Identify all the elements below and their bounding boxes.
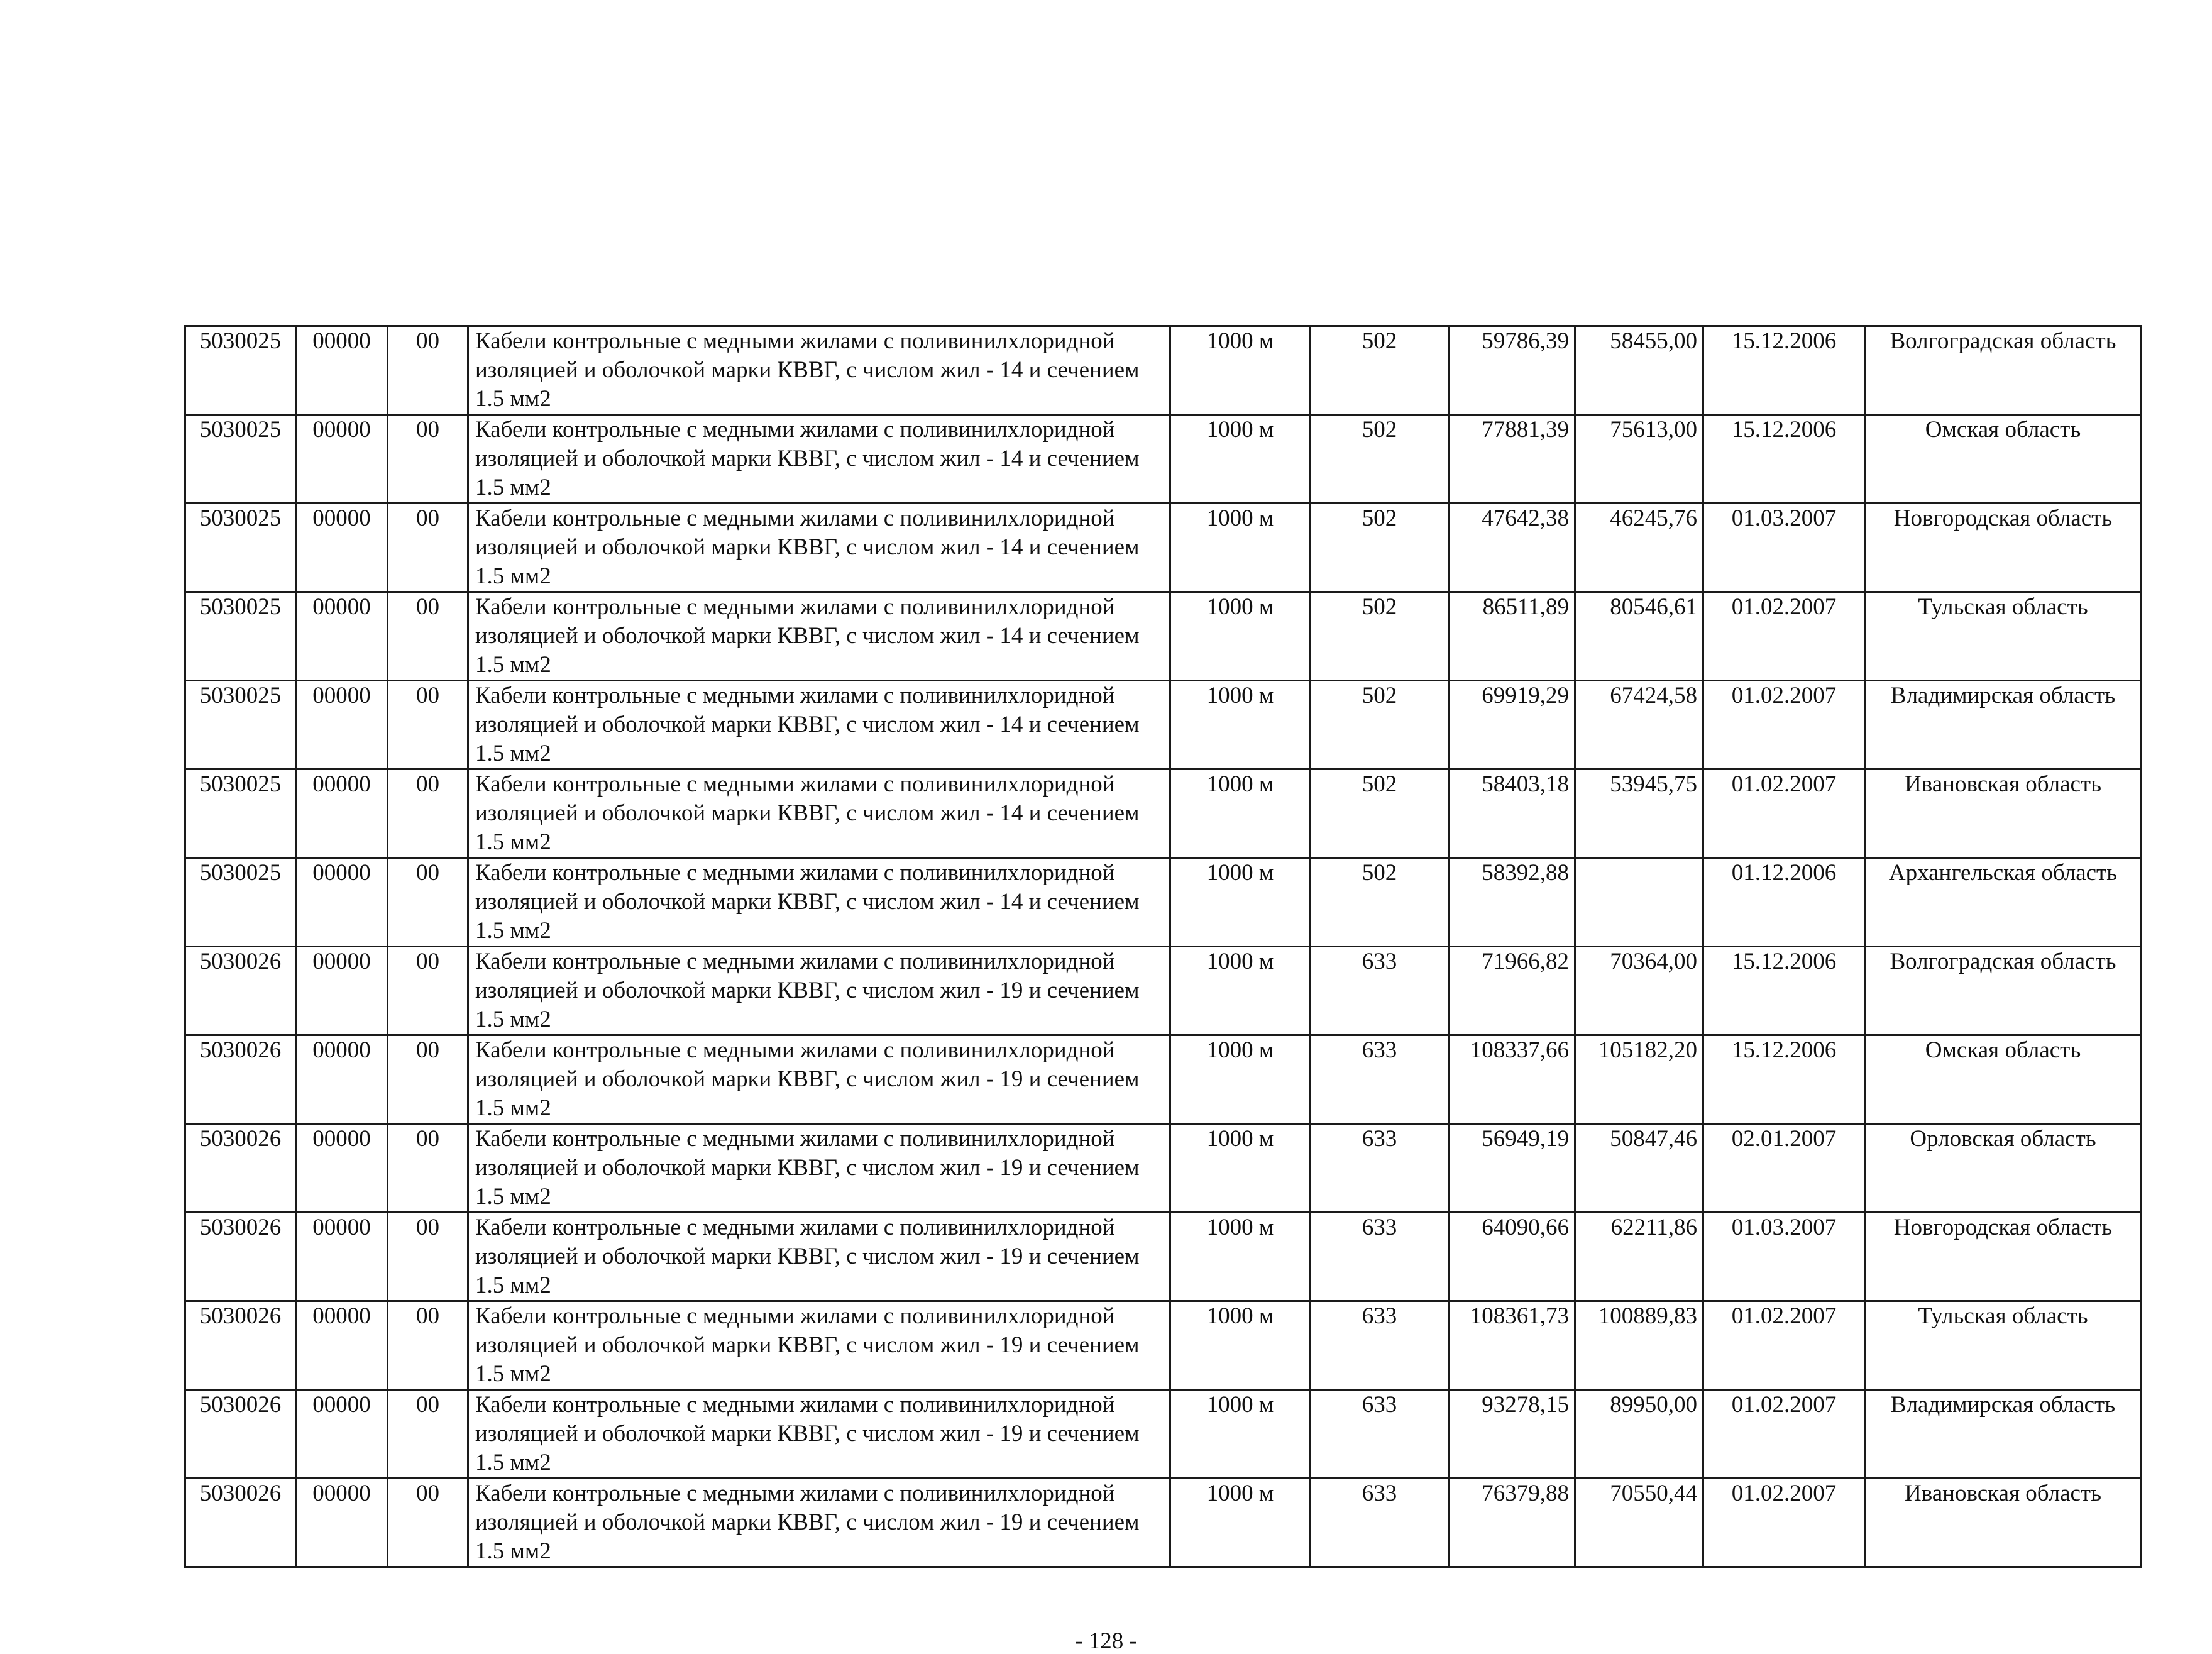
cell-unit-text: 1000 м <box>1206 1303 1274 1329</box>
cell-date-text: 15.12.2006 <box>1731 417 1837 443</box>
cell-unit-code <box>1311 1213 1449 1301</box>
cell-date-text: 01.02.2007 <box>1731 683 1837 708</box>
cell-unit-code <box>1311 1479 1449 1567</box>
cell-region <box>1865 1301 2142 1390</box>
table-row <box>185 1213 2142 1301</box>
cell-region <box>1865 1035 2142 1124</box>
price-table <box>184 325 2142 1568</box>
cell-date-text: 15.12.2006 <box>1731 949 1837 974</box>
cell-description <box>468 947 1170 1035</box>
table-row <box>185 769 2142 858</box>
cell-price-without-vat-text: 89950,00 <box>1610 1392 1697 1418</box>
cell-description-text: Кабели контрольные с медными жилами с поливинилхлоридной изоляцией и оболочкой марки КВВГ, с числом жил - 19 и сечением 1.5 мм2 <box>475 1392 1140 1475</box>
cell-subcode-text: 00000 <box>312 505 371 531</box>
cell-unit-text: 1000 м <box>1206 1392 1274 1418</box>
cell-price-with-vat <box>1449 326 1575 415</box>
table-row <box>185 1035 2142 1124</box>
cell-code-text: 5030026 <box>199 1037 282 1063</box>
cell-unit-code-text: 502 <box>1362 860 1397 886</box>
cell-subcode <box>296 769 388 858</box>
cell-region <box>1865 504 2142 592</box>
cell-price-with-vat <box>1449 415 1575 504</box>
cell-description <box>468 326 1170 415</box>
cell-region <box>1865 1479 2142 1567</box>
cell-date-text: 15.12.2006 <box>1731 1037 1837 1063</box>
cell-region-text: Новгородская область <box>1893 505 2113 531</box>
table-row <box>185 1390 2142 1479</box>
cell-unit-code-text: 502 <box>1362 594 1397 620</box>
cell-price-without-vat <box>1575 592 1703 681</box>
cell-price-with-vat <box>1449 681 1575 769</box>
cell-unit <box>1170 1035 1311 1124</box>
cell-price-without-vat-text: 75613,00 <box>1610 417 1697 443</box>
cell-price-without-vat-text: 58455,00 <box>1610 328 1697 354</box>
cell-unit-code <box>1311 1390 1449 1479</box>
cell-description <box>468 1301 1170 1390</box>
cell-region-text: Омская область <box>1925 417 2081 443</box>
cell-number <box>388 1390 468 1479</box>
cell-number <box>388 1479 468 1567</box>
table-body <box>185 326 2142 1567</box>
cell-date <box>1703 1035 1865 1124</box>
cell-number-text: 00 <box>416 949 439 974</box>
cell-date <box>1703 681 1865 769</box>
cell-region-text: Волгоградская область <box>1890 949 2116 974</box>
cell-unit <box>1170 858 1311 947</box>
table-row <box>185 504 2142 592</box>
cell-unit-text: 1000 м <box>1206 1126 1274 1152</box>
cell-description <box>468 1213 1170 1301</box>
cell-price-without-vat <box>1575 1213 1703 1301</box>
cell-price-with-vat <box>1449 1301 1575 1390</box>
cell-price-with-vat-text: 56949,19 <box>1482 1126 1569 1152</box>
cell-price-without-vat <box>1575 326 1703 415</box>
cell-code <box>185 504 296 592</box>
cell-price-with-vat-text: 76379,88 <box>1482 1480 1569 1506</box>
cell-price-without-vat <box>1575 681 1703 769</box>
cell-code-text: 5030026 <box>199 1126 282 1152</box>
cell-description-text: Кабели контрольные с медными жилами с поливинилхлоридной изоляцией и оболочкой марки КВВГ, с числом жил - 19 и сечением 1.5 мм2 <box>475 949 1140 1032</box>
cell-unit <box>1170 1479 1311 1567</box>
cell-region-text: Новгородская область <box>1893 1215 2113 1240</box>
cell-date-text: 01.03.2007 <box>1731 1215 1837 1240</box>
cell-unit-code <box>1311 415 1449 504</box>
cell-price-without-vat-text: 105182,20 <box>1598 1037 1697 1063</box>
cell-description-text: Кабели контрольные с медными жилами с поливинилхлоридной изоляцией и оболочкой марки КВВГ, с числом жил - 19 и сечением 1.5 мм2 <box>475 1480 1140 1564</box>
cell-unit <box>1170 504 1311 592</box>
cell-price-without-vat <box>1575 1124 1703 1213</box>
cell-region <box>1865 415 2142 504</box>
cell-unit-text: 1000 м <box>1206 505 1274 531</box>
cell-date <box>1703 1479 1865 1567</box>
cell-region <box>1865 1390 2142 1479</box>
cell-code <box>185 1479 296 1567</box>
cell-region <box>1865 1213 2142 1301</box>
cell-code <box>185 592 296 681</box>
cell-unit-code-text: 633 <box>1362 1480 1397 1506</box>
cell-region <box>1865 947 2142 1035</box>
cell-price-without-vat <box>1575 1301 1703 1390</box>
cell-code-text: 5030025 <box>199 771 282 797</box>
cell-number-text: 00 <box>416 1303 439 1329</box>
cell-code-text: 5030025 <box>199 683 282 708</box>
cell-price-without-vat-text: 100889,83 <box>1598 1303 1697 1329</box>
cell-number <box>388 1124 468 1213</box>
cell-number <box>388 681 468 769</box>
cell-description <box>468 415 1170 504</box>
cell-price-without-vat-text: 46245,76 <box>1610 505 1697 531</box>
cell-date-text: 01.02.2007 <box>1731 594 1837 620</box>
cell-description <box>468 1124 1170 1213</box>
cell-code-text: 5030025 <box>199 505 282 531</box>
cell-price-with-vat-text: 86511,89 <box>1482 594 1569 620</box>
page-number: - 128 - <box>1075 1628 1137 1654</box>
cell-number-text: 00 <box>416 594 439 620</box>
cell-code <box>185 1035 296 1124</box>
cell-subcode-text: 00000 <box>312 1037 371 1063</box>
cell-number <box>388 415 468 504</box>
cell-number-text: 00 <box>416 683 439 708</box>
cell-number-text: 00 <box>416 417 439 443</box>
cell-price-with-vat <box>1449 858 1575 947</box>
cell-region <box>1865 326 2142 415</box>
cell-number-text: 00 <box>416 771 439 797</box>
cell-region-text: Тульская область <box>1918 594 2088 620</box>
cell-subcode-text: 00000 <box>312 1480 371 1506</box>
cell-region <box>1865 681 2142 769</box>
cell-subcode <box>296 858 388 947</box>
cell-unit-code <box>1311 326 1449 415</box>
cell-date <box>1703 769 1865 858</box>
cell-unit <box>1170 1124 1311 1213</box>
cell-number-text: 00 <box>416 1126 439 1152</box>
cell-date <box>1703 947 1865 1035</box>
table-row <box>185 858 2142 947</box>
cell-unit-code <box>1311 947 1449 1035</box>
cell-unit-code-text: 502 <box>1362 683 1397 708</box>
cell-price-with-vat-text: 58403,18 <box>1482 771 1569 797</box>
cell-price-without-vat-text: 62211,86 <box>1610 1215 1697 1240</box>
cell-subcode <box>296 681 388 769</box>
cell-region-text: Орловская область <box>1910 1126 2096 1152</box>
cell-code-text: 5030026 <box>199 1303 282 1329</box>
cell-description-text: Кабели контрольные с медными жилами с поливинилхлоридной изоляцией и оболочкой марки КВВГ, с числом жил - 19 и сечением 1.5 мм2 <box>475 1037 1140 1121</box>
cell-unit-code <box>1311 858 1449 947</box>
cell-number <box>388 326 468 415</box>
cell-date-text: 02.01.2007 <box>1731 1126 1837 1152</box>
cell-number <box>388 1301 468 1390</box>
cell-unit-code <box>1311 769 1449 858</box>
cell-price-with-vat <box>1449 1035 1575 1124</box>
cell-price-with-vat <box>1449 1213 1575 1301</box>
cell-price-with-vat-text: 59786,39 <box>1482 328 1569 354</box>
cell-unit-code <box>1311 681 1449 769</box>
cell-unit-text: 1000 м <box>1206 594 1274 620</box>
cell-date-text: 01.02.2007 <box>1731 771 1837 797</box>
cell-unit-text: 1000 м <box>1206 949 1274 974</box>
cell-unit-text: 1000 м <box>1206 860 1274 886</box>
cell-region <box>1865 858 2142 947</box>
cell-price-without-vat <box>1575 415 1703 504</box>
cell-unit-code-text: 502 <box>1362 771 1397 797</box>
table-row <box>185 415 2142 504</box>
cell-unit <box>1170 415 1311 504</box>
cell-code-text: 5030025 <box>199 860 282 886</box>
cell-price-with-vat-text: 69919,29 <box>1482 683 1569 708</box>
cell-number-text: 00 <box>416 1037 439 1063</box>
cell-description <box>468 1390 1170 1479</box>
cell-price-without-vat-text: 70550,44 <box>1610 1480 1697 1506</box>
cell-code <box>185 858 296 947</box>
cell-unit-code <box>1311 1124 1449 1213</box>
cell-date <box>1703 415 1865 504</box>
cell-region <box>1865 769 2142 858</box>
cell-description-text: Кабели контрольные с медными жилами с поливинилхлоридной изоляцией и оболочкой марки КВВГ, с числом жил - 19 и сечением 1.5 мм2 <box>475 1303 1140 1387</box>
cell-price-without-vat <box>1575 769 1703 858</box>
table-row <box>185 1301 2142 1390</box>
cell-description-text: Кабели контрольные с медными жилами с поливинилхлоридной изоляцией и оболочкой марки КВВГ, с числом жил - 14 и сечением 1.5 мм2 <box>475 328 1140 412</box>
cell-code <box>185 681 296 769</box>
cell-date <box>1703 504 1865 592</box>
cell-number <box>388 592 468 681</box>
cell-code <box>185 947 296 1035</box>
cell-region <box>1865 1124 2142 1213</box>
table-row <box>185 947 2142 1035</box>
cell-date-text: 01.02.2007 <box>1731 1392 1837 1418</box>
cell-description-text: Кабели контрольные с медными жилами с поливинилхлоридной изоляцией и оболочкой марки КВВГ, с числом жил - 14 и сечением 1.5 мм2 <box>475 594 1140 678</box>
cell-price-with-vat <box>1449 592 1575 681</box>
cell-code-text: 5030025 <box>199 328 282 354</box>
cell-price-with-vat-text: 47642,38 <box>1482 505 1569 531</box>
cell-price-without-vat <box>1575 1390 1703 1479</box>
cell-price-without-vat-text: 67424,58 <box>1610 683 1697 708</box>
cell-subcode-text: 00000 <box>312 683 371 708</box>
cell-subcode <box>296 947 388 1035</box>
cell-price-without-vat-text: 50847,46 <box>1610 1126 1697 1152</box>
cell-date <box>1703 1124 1865 1213</box>
cell-price-without-vat <box>1575 504 1703 592</box>
cell-date <box>1703 326 1865 415</box>
cell-code-text: 5030025 <box>199 594 282 620</box>
cell-unit <box>1170 681 1311 769</box>
cell-price-without-vat-text: 70364,00 <box>1610 949 1697 974</box>
cell-code <box>185 1213 296 1301</box>
cell-code-text: 5030026 <box>199 1480 282 1506</box>
cell-number <box>388 769 468 858</box>
cell-description <box>468 592 1170 681</box>
cell-price-with-vat <box>1449 1479 1575 1567</box>
cell-region-text: Владимирская область <box>1890 1392 2116 1418</box>
cell-date-text: 01.03.2007 <box>1731 505 1837 531</box>
cell-subcode-text: 00000 <box>312 860 371 886</box>
cell-unit-text: 1000 м <box>1206 1037 1274 1063</box>
cell-description <box>468 681 1170 769</box>
cell-price-with-vat <box>1449 947 1575 1035</box>
cell-price-without-vat <box>1575 858 1703 947</box>
cell-subcode-text: 00000 <box>312 771 371 797</box>
cell-subcode <box>296 1479 388 1567</box>
cell-unit <box>1170 592 1311 681</box>
cell-date-text: 01.02.2007 <box>1731 1480 1837 1506</box>
cell-unit-code <box>1311 504 1449 592</box>
cell-region-text: Владимирская область <box>1890 683 2116 708</box>
cell-code <box>185 1390 296 1479</box>
cell-unit-text: 1000 м <box>1206 328 1274 354</box>
cell-subcode <box>296 1124 388 1213</box>
table-row <box>185 681 2142 769</box>
cell-code <box>185 415 296 504</box>
cell-description-text: Кабели контрольные с медными жилами с поливинилхлоридной изоляцией и оболочкой марки КВВГ, с числом жил - 14 и сечением 1.5 мм2 <box>475 771 1140 855</box>
cell-description <box>468 858 1170 947</box>
cell-subcode <box>296 1035 388 1124</box>
cell-description <box>468 504 1170 592</box>
cell-number-text: 00 <box>416 505 439 531</box>
cell-date <box>1703 1390 1865 1479</box>
table-row <box>185 1479 2142 1567</box>
cell-unit-code <box>1311 1301 1449 1390</box>
cell-unit-code-text: 502 <box>1362 328 1397 354</box>
cell-subcode <box>296 1213 388 1301</box>
cell-region-text: Волгоградская область <box>1890 328 2116 354</box>
cell-code-text: 5030025 <box>199 417 282 443</box>
cell-description <box>468 1479 1170 1567</box>
cell-number-text: 00 <box>416 860 439 886</box>
cell-description-text: Кабели контрольные с медными жилами с поливинилхлоридной изоляцией и оболочкой марки КВВГ, с числом жил - 14 и сечением 1.5 мм2 <box>475 417 1140 500</box>
cell-unit-code-text: 633 <box>1362 1392 1397 1418</box>
cell-subcode-text: 00000 <box>312 1126 371 1152</box>
cell-code-text: 5030026 <box>199 1392 282 1418</box>
cell-unit-text: 1000 м <box>1206 417 1274 443</box>
cell-number <box>388 1213 468 1301</box>
cell-code-text: 5030026 <box>199 1215 282 1240</box>
cell-subcode-text: 00000 <box>312 594 371 620</box>
cell-date <box>1703 1213 1865 1301</box>
cell-price-with-vat-text: 108361,73 <box>1470 1303 1569 1329</box>
cell-region-text: Ивановская область <box>1905 1480 2101 1506</box>
cell-region <box>1865 592 2142 681</box>
cell-description <box>468 769 1170 858</box>
cell-date <box>1703 858 1865 947</box>
cell-code <box>185 769 296 858</box>
cell-unit-code <box>1311 592 1449 681</box>
cell-number-text: 00 <box>416 328 439 354</box>
cell-subcode <box>296 1301 388 1390</box>
cell-region-text: Омская область <box>1925 1037 2081 1063</box>
cell-region-text: Ивановская область <box>1905 771 2101 797</box>
cell-number-text: 00 <box>416 1480 439 1506</box>
cell-description-text: Кабели контрольные с медными жилами с поливинилхлоридной изоляцией и оболочкой марки КВВГ, с числом жил - 19 и сечением 1.5 мм2 <box>475 1126 1140 1210</box>
cell-code <box>185 1124 296 1213</box>
cell-date <box>1703 592 1865 681</box>
cell-unit <box>1170 1390 1311 1479</box>
cell-price-with-vat-text: 108337,66 <box>1470 1037 1569 1063</box>
cell-price-without-vat <box>1575 1479 1703 1567</box>
cell-subcode <box>296 326 388 415</box>
cell-price-with-vat <box>1449 1390 1575 1479</box>
cell-region-text: Архангельская область <box>1888 860 2118 886</box>
cell-price-with-vat-text: 58392,88 <box>1482 860 1569 886</box>
cell-code-text: 5030026 <box>199 949 282 974</box>
cell-subcode <box>296 1390 388 1479</box>
cell-subcode-text: 00000 <box>312 1392 371 1418</box>
cell-unit <box>1170 769 1311 858</box>
cell-price-with-vat-text: 71966,82 <box>1482 949 1569 974</box>
cell-description-text: Кабели контрольные с медными жилами с поливинилхлоридной изоляцией и оболочкой марки КВВГ, с числом жил - 19 и сечением 1.5 мм2 <box>475 1215 1140 1298</box>
table-row <box>185 592 2142 681</box>
cell-unit-text: 1000 м <box>1206 1215 1274 1240</box>
cell-unit-code-text: 502 <box>1362 417 1397 443</box>
cell-date <box>1703 1301 1865 1390</box>
cell-price-with-vat <box>1449 769 1575 858</box>
cell-number-text: 00 <box>416 1215 439 1240</box>
cell-description <box>468 1035 1170 1124</box>
cell-unit-code-text: 633 <box>1362 949 1397 974</box>
cell-date-text: 15.12.2006 <box>1731 328 1837 354</box>
cell-price-with-vat <box>1449 1124 1575 1213</box>
cell-unit-code-text: 633 <box>1362 1126 1397 1152</box>
cell-date-text: 01.02.2007 <box>1731 1303 1837 1329</box>
cell-date-text: 01.12.2006 <box>1731 860 1837 886</box>
cell-unit-code <box>1311 1035 1449 1124</box>
table-row <box>185 1124 2142 1213</box>
cell-unit-code-text: 502 <box>1362 505 1397 531</box>
cell-unit <box>1170 326 1311 415</box>
cell-price-without-vat-text: 53945,75 <box>1610 771 1697 797</box>
cell-subcode-text: 00000 <box>312 1303 371 1329</box>
cell-subcode-text: 00000 <box>312 417 371 443</box>
cell-description-text: Кабели контрольные с медными жилами с поливинилхлоридной изоляцией и оболочкой марки КВВГ, с числом жил - 14 и сечением 1.5 мм2 <box>475 505 1140 589</box>
cell-price-with-vat-text: 64090,66 <box>1482 1215 1569 1240</box>
cell-price-with-vat-text: 77881,39 <box>1482 417 1569 443</box>
cell-unit-text: 1000 м <box>1206 771 1274 797</box>
cell-description-text: Кабели контрольные с медными жилами с поливинилхлоридной изоляцией и оболочкой марки КВВГ, с числом жил - 14 и сечением 1.5 мм2 <box>475 860 1140 944</box>
cell-price-with-vat <box>1449 504 1575 592</box>
cell-subcode-text: 00000 <box>312 328 371 354</box>
cell-number <box>388 504 468 592</box>
cell-subcode-text: 00000 <box>312 949 371 974</box>
cell-unit <box>1170 947 1311 1035</box>
cell-unit-text: 1000 м <box>1206 1480 1274 1506</box>
cell-unit-code-text: 633 <box>1362 1303 1397 1329</box>
cell-price-without-vat <box>1575 1035 1703 1124</box>
table-row <box>185 326 2142 415</box>
cell-region-text: Тульская область <box>1918 1303 2088 1329</box>
cell-subcode <box>296 415 388 504</box>
cell-number-text: 00 <box>416 1392 439 1418</box>
cell-unit <box>1170 1213 1311 1301</box>
cell-subcode-text: 00000 <box>312 1215 371 1240</box>
cell-subcode <box>296 504 388 592</box>
cell-number <box>388 1035 468 1124</box>
cell-code <box>185 1301 296 1390</box>
cell-unit-code-text: 633 <box>1362 1037 1397 1063</box>
cell-description-text: Кабели контрольные с медными жилами с поливинилхлоридной изоляцией и оболочкой марки КВВГ, с числом жил - 14 и сечением 1.5 мм2 <box>475 683 1140 766</box>
cell-price-without-vat-text: 80546,61 <box>1610 594 1697 620</box>
cell-unit-code-text: 633 <box>1362 1215 1397 1240</box>
cell-subcode <box>296 592 388 681</box>
cell-unit <box>1170 1301 1311 1390</box>
cell-unit-text: 1000 м <box>1206 683 1274 708</box>
cell-number <box>388 947 468 1035</box>
cell-price-with-vat-text: 93278,15 <box>1482 1392 1569 1418</box>
cell-code <box>185 326 296 415</box>
cell-price-without-vat <box>1575 947 1703 1035</box>
cell-number <box>388 858 468 947</box>
